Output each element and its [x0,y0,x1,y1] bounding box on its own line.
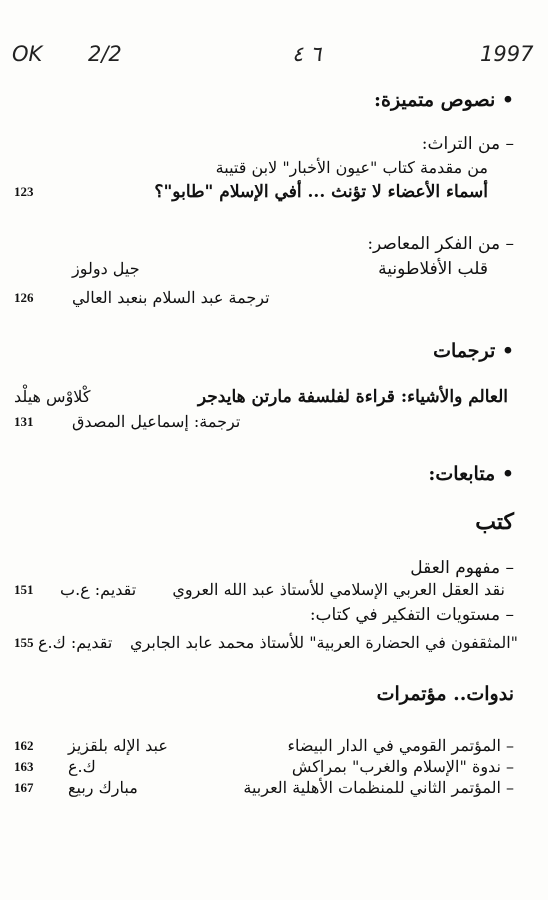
translations-heading-line [0,337,548,365]
conference-title: – المؤتمر الثاني للمنظمات الأهلية العربية [243,778,514,797]
texts-heading-line [0,86,548,114]
handwritten-fraction: 2/2 [88,42,122,66]
followups-heading-line [0,460,548,488]
page-number: 126 [14,290,34,305]
handwritten-ok: OK [12,42,43,66]
page-number: 151 [14,582,34,597]
books-heading-line [0,508,548,536]
contemporary-label: – من الفكر المعاصر: [367,234,514,254]
conference-author: ك.ع [68,757,96,776]
conference-title: – ندوة "الإسلام والغرب" بمراكش [291,757,514,776]
book2-title: "المثقفون في الحضارة العربية" للأستاذ محمد عابد الجابري [130,633,518,652]
conference-author: مبارك ربيع [68,778,138,797]
contemporary-title: قلب الأفلاطونية [378,259,488,279]
book1-presenter: تقديم: ع.ب [60,580,137,599]
page-number: 163 [14,759,34,774]
book2-label: – مستويات التفكير في كتاب: [309,605,514,625]
translation-author: كْلاوْس هيلْد [14,387,91,406]
page-number: 123 [14,184,34,199]
conferences-heading-line [0,680,548,708]
page-number: 131 [14,414,34,429]
translation-translator-line [0,408,548,436]
contemporary-title-line [0,255,548,283]
book2-presenter: تقديم: ك.ع [38,633,113,652]
translation-title-line [0,383,548,411]
page-number: 167 [14,780,34,795]
contemporary-label-line [0,230,548,258]
heritage-title-line [0,178,548,206]
heritage-label: – من التراث: [421,134,514,154]
section-heading-translations: • ترجمات [433,340,514,362]
section-heading-followups: • متابعات: [428,463,514,485]
conference-row [0,774,548,802]
book1-label: – مفهوم العقل [410,558,514,578]
contemporary-translator-line [0,284,548,312]
book2-label-line [0,601,548,629]
book1-title-line [0,576,548,604]
handwritten-issue-mark: ٦ ٤ [292,42,322,66]
conferences-heading: ندوات.. مؤتمرات [376,683,514,705]
translation-translator: ترجمة: إسماعيل المصدق [72,412,241,431]
translation-title: العالم والأشياء: قراءة لفلسفة مارتن هايدجر [197,387,508,407]
handwritten-year: 1997 [480,42,534,66]
heritage-title: أسماء الأعضاء لا تؤنث ... أفي الإسلام "طابو"؟ [154,182,488,202]
conference-title: – المؤتمر القومي في الدار البيضاء [287,736,514,755]
contemporary-translator: ترجمة عبد السلام بنعبد العالي [72,288,270,307]
page-number: 155 [14,635,34,650]
section-heading-texts: • نصوص متميزة: [373,89,514,111]
book1-title: نقد العقل العربي الإسلامي للأستاذ عبد الله العروي [172,580,505,599]
contemporary-author: جيل دولوز [72,259,140,278]
books-heading: كتب [475,509,514,535]
book2-title-line [0,629,548,657]
heritage-intro: من مقدمة كتاب "عيون الأخبار" لابن قتيبة [215,158,488,177]
page-number: 162 [14,738,34,753]
conference-author: عبد الإله بلقزيز [68,736,168,755]
